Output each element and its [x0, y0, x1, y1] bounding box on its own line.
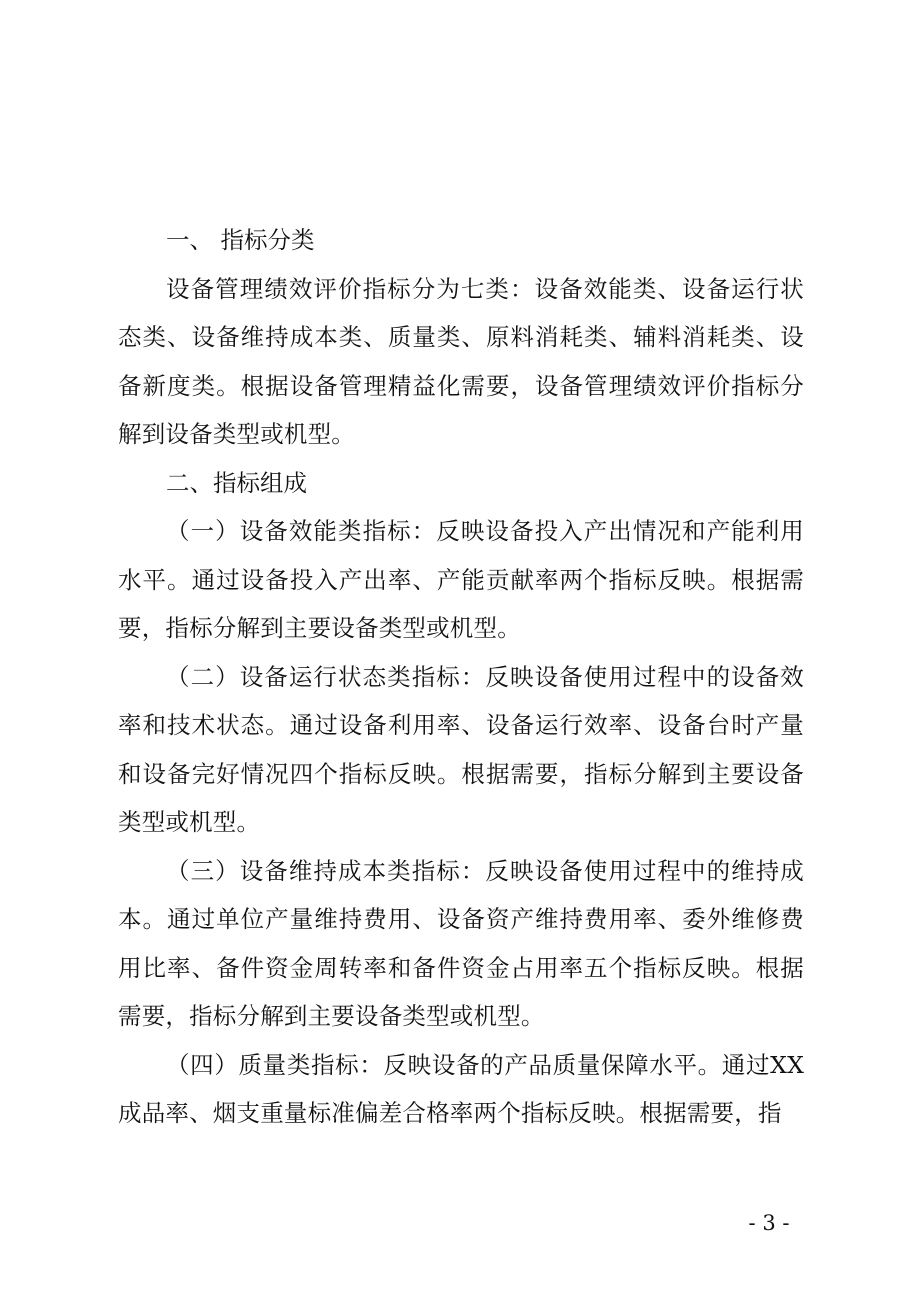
paragraph-operating-status-indicators: （二）设备运行状态类指标：反映设备使用过程中的设备效率和技术状态。通过设备利用率、设备运行效率、设备台时产量和设备完好情况四个指标反映。根据需要，指标分解到主要设备类型或机型。: [118, 662, 804, 836]
paragraph-quality-indicators: （四）质量类指标：反映设备的产品质量保障水平。通过XX成品率、烟支重量标准偏差合格率两个指标反映。根据需要，指: [118, 1050, 804, 1127]
document-body: [118, 216, 804, 1138]
section-heading-composition: 二、指标组成: [166, 468, 307, 497]
section-heading-classification: 一、 指标分类: [166, 226, 315, 254]
paragraph-efficiency-indicators: （一）设备效能类指标：反映设备投入产出情况和产能利用水平。通过设备投入产出率、产能贡献率两个指标反映。根据需要，指标分解到主要设备类型或机型。: [118, 517, 804, 642]
paragraph-classification: 设备管理绩效评价指标分为七类：设备效能类、设备运行状态类、设备维持成本类、质量类、原料消耗类、辅料消耗类、设备新度类。根据设备管理精益化需要，设备管理绩效评价指标分解到设备类型或机型。: [118, 274, 804, 448]
paragraph-maintenance-cost-indicators: （三）设备维持成本类指标：反映设备使用过程中的维持成本。通过单位产量维持费用、设备资产维持费用率、委外维修费用比率、备件资金周转率和备件资金占用率五个指标反映。根据需要，指标分解到主要设备类型或机型。: [118, 856, 804, 1030]
page-number: - 3 -: [748, 1211, 790, 1235]
